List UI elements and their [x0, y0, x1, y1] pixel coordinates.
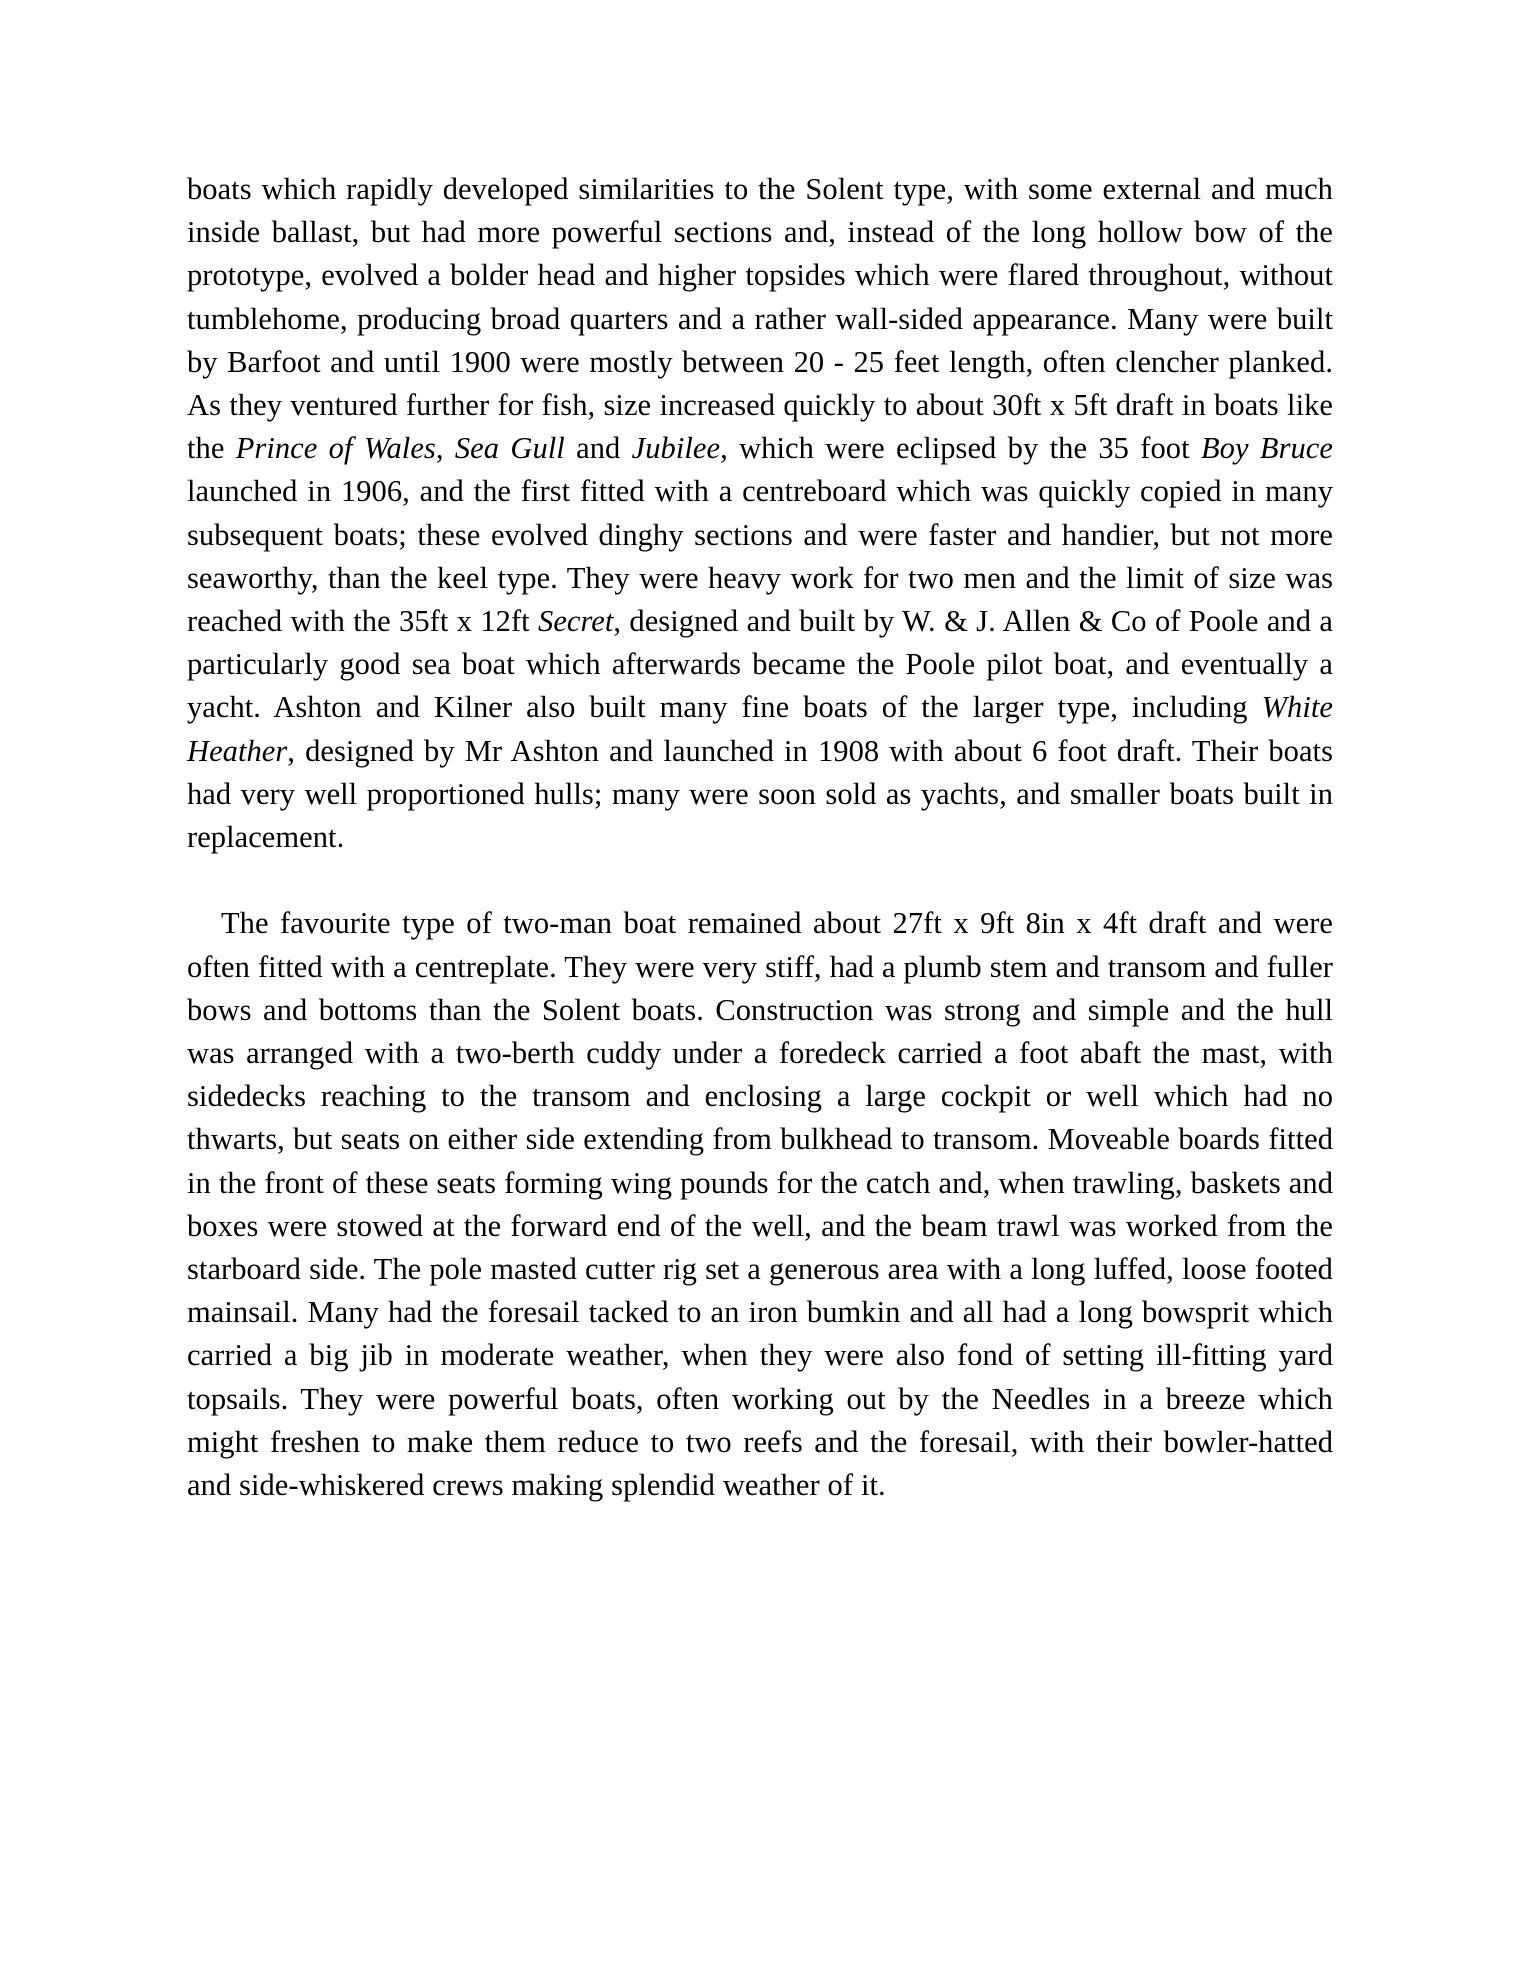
body-text-block	[187, 168, 1333, 1507]
italic-title: Boy Bruce	[1200, 431, 1333, 466]
paragraph-2: The favourite type of two-man boat remained about 27ft x 9ft 8in x 4ft draft and were often fitted with a centreplate. They were very stiff, had a plumb stem and transom and fuller bows and bottoms than the Solent boats. Construction was strong and simple and the hull was arranged with a two-berth cuddy under a foredeck carried a foot abaft the mast, with sidedecks reaching to the transom and enclosing a large cockpit or well which had no thwarts, but seats on either side extending from bulkhead to transom. Moveable boards fitted in the front of these seats forming wing pounds for the catch and, when trawling, baskets and boxes were stowed at the forward end of the well, and the beam trawl was worked from the starboard side. The pole masted cutter rig set a generous area with a long luffed, loose footed mainsail. Many had the foresail tacked to an iron bumkin and all had a long bowsprit which carried a big jib in moderate weather, when they were also fond of setting ill-fitting yard topsails. They were powerful boats, often working out by the Needles in a breeze which might freshen to make them reduce to two reefs and the foresail, with their bowler-hatted and side-whiskered crews making splendid weather of it.	[187, 906, 1333, 1503]
italic-title: Prince of Wales	[235, 431, 436, 466]
paragraph-1: boats which rapidly developed similarities to the Solent type, with some external and much inside ballast, but had more powerful sections and, instead of the long hollow bow of the prototype, evolved a bolder head and higher topsides which were flared throughout, without tumblehome, producing broad quarters and a rather wall-sided appearance. Many were built by Barfoot and until 1900 were mostly between 20 - 25 feet length, often clencher planked. As they ventured further for fish, size increased quickly to about 30ft x 5ft draft in boats like the Prince of Wales, Sea Gull and Jubilee, which were eclipsed by the 35 foot Boy Bruce launched in 1906, and the first fitted with a centreboard which was quickly copied in many subsequent boats; these evolved dinghy sections and were faster and handier, but not more seaworthy, than the keel type. They were heavy work for two men and the limit of size was reached with the 35ft x 12ft Secret, designed and built by W. & J. Allen & Co of Poole and a particularly good sea boat which afterwards became the Poole pilot boat, and eventually a yacht. Ashton and Kilner also built many fine boats of the larger type, including White Heather, designed by Mr Ashton and launched in 1908 with about 6 foot draft. Their boats had very well proportioned hulls; many were soon sold as yachts, and smaller boats built in replacement.	[187, 172, 1333, 855]
italic-title: White Heather	[187, 690, 1333, 768]
italic-title: Jubilee	[631, 431, 721, 466]
italic-title: Secret	[538, 604, 614, 639]
italic-title: Sea Gull	[454, 431, 565, 466]
